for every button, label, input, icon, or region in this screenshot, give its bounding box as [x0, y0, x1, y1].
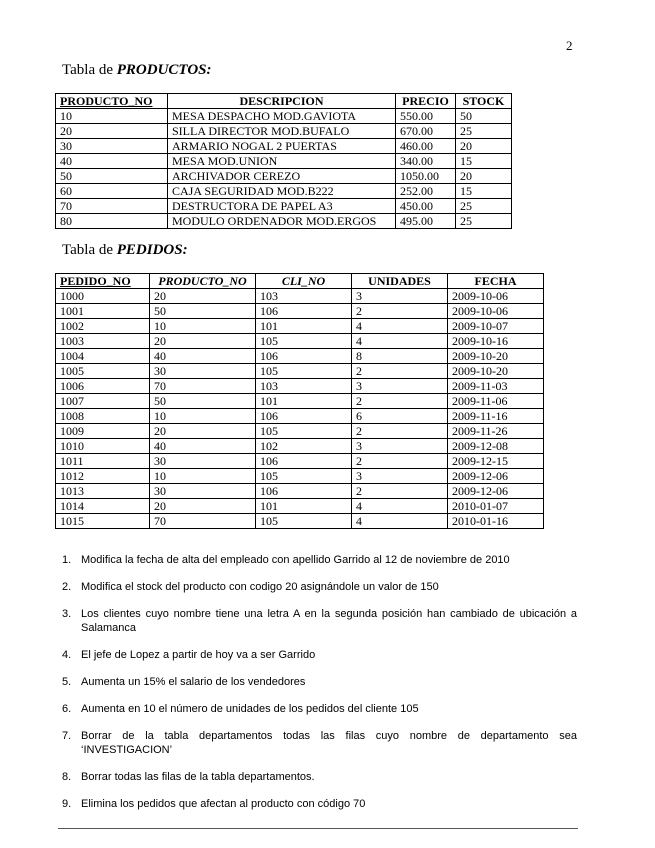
list-item [62, 553, 577, 567]
table-row [56, 289, 544, 304]
table-cell-pedido-no: 1001 [56, 304, 150, 319]
table-cell-unidades: 6 [352, 409, 448, 424]
productos-title-prefix: Tabla de [62, 62, 117, 78]
table-cell-precio: 550.00 [396, 109, 456, 124]
table-cell-fecha: 2009-12-15 [448, 454, 544, 469]
table-cell-cli-no: 106 [256, 409, 352, 424]
table-cell-producto-no: 80 [56, 214, 168, 229]
table-cell-producto-no: 20 [150, 499, 256, 514]
table-row [56, 169, 512, 184]
table-cell-pedido-no: 1014 [56, 499, 150, 514]
table-cell-pedido-no: 1000 [56, 289, 150, 304]
table-cell-unidades: 4 [352, 319, 448, 334]
col-header-unidades: UNIDADES [352, 274, 448, 289]
table-cell-unidades: 3 [352, 379, 448, 394]
pedidos-title [62, 242, 188, 259]
list-item-text: Borrar de la tabla departamentos todas las filas cuyo nombre de departamento sea ‘INVESTIGACION’ [81, 730, 577, 756]
table-cell-cli-no: 105 [256, 424, 352, 439]
col-header-pedido-no: PEDIDO_NO [56, 274, 150, 289]
table-cell-producto-no: 20 [150, 424, 256, 439]
table-cell-unidades: 2 [352, 484, 448, 499]
table-cell-stock: 15 [456, 154, 512, 169]
list-item-text: El jefe de Lopez a partir de hoy va a ser Garrido [81, 649, 316, 661]
table-cell-unidades: 4 [352, 334, 448, 349]
table-cell-precio: 252.00 [396, 184, 456, 199]
table-cell-descripcion: MESA DESPACHO MOD.GAVIOTA [168, 109, 396, 124]
table-cell-cli-no: 105 [256, 514, 352, 529]
table-cell-descripcion: CAJA SEGURIDAD MOD.B222 [168, 184, 396, 199]
list-item [62, 607, 577, 635]
table-cell-producto-no: 30 [150, 454, 256, 469]
table-cell-cli-no: 103 [256, 289, 352, 304]
table-cell-fecha: 2009-10-06 [448, 304, 544, 319]
list-item-text: Aumenta un 15% el salario de los vendedores [81, 676, 306, 688]
table-cell-unidades: 3 [352, 289, 448, 304]
table-cell-fecha: 2009-11-06 [448, 394, 544, 409]
list-item-number: 7. [62, 730, 72, 742]
table-cell-precio: 495.00 [396, 214, 456, 229]
footer-divider [58, 828, 578, 829]
table-cell-unidades: 2 [352, 454, 448, 469]
table-cell-cli-no: 101 [256, 394, 352, 409]
table-row [56, 484, 544, 499]
list-item-text: Modifica la fecha de alta del empleado con apellido Garrido al 12 de noviembre de 2010 [81, 554, 510, 566]
list-item [62, 797, 577, 811]
table-cell-pedido-no: 1008 [56, 409, 150, 424]
list-item-number: 8. [62, 771, 72, 783]
table-cell-cli-no: 106 [256, 349, 352, 364]
table-cell-cli-no: 105 [256, 364, 352, 379]
list-item-number: 9. [62, 798, 72, 810]
table-cell-precio: 460.00 [396, 139, 456, 154]
table-cell-fecha: 2010-01-07 [448, 499, 544, 514]
table-cell-producto-no: 50 [56, 169, 168, 184]
table-cell-stock: 20 [456, 169, 512, 184]
table-cell-stock: 25 [456, 214, 512, 229]
table-row [56, 394, 544, 409]
table-row [56, 379, 544, 394]
table-cell-pedido-no: 1013 [56, 484, 150, 499]
table-row [56, 424, 544, 439]
table-cell-producto-no: 10 [150, 319, 256, 334]
table-cell-cli-no: 105 [256, 469, 352, 484]
table-cell-pedido-no: 1007 [56, 394, 150, 409]
table-cell-producto-no: 20 [56, 124, 168, 139]
page-number: 2 [566, 38, 573, 53]
table-cell-unidades: 2 [352, 424, 448, 439]
table-cell-producto-no: 10 [150, 409, 256, 424]
table-cell-pedido-no: 1006 [56, 379, 150, 394]
table-cell-fecha: 2010-01-16 [448, 514, 544, 529]
table-cell-unidades: 4 [352, 499, 448, 514]
list-item [62, 580, 577, 594]
col-header-precio: PRECIO [396, 94, 456, 109]
table-cell-stock: 20 [456, 139, 512, 154]
table-cell-producto-no: 30 [56, 139, 168, 154]
table-row [56, 154, 512, 169]
table-row [56, 109, 512, 124]
table-cell-cli-no: 105 [256, 334, 352, 349]
pedidos-title-name: PEDIDOS: [116, 242, 188, 258]
table-cell-fecha: 2009-10-20 [448, 349, 544, 364]
table-row [56, 409, 544, 424]
table-row [56, 214, 512, 229]
table-cell-producto-no: 70 [56, 199, 168, 214]
productos-title-name: PRODUCTOS: [116, 62, 212, 78]
table-row [56, 469, 544, 484]
table-cell-cli-no: 101 [256, 499, 352, 514]
table-cell-fecha: 2009-12-08 [448, 439, 544, 454]
table-cell-cli-no: 106 [256, 304, 352, 319]
table-row [56, 454, 544, 469]
pedidos-header-row [56, 274, 544, 289]
table-cell-unidades: 4 [352, 514, 448, 529]
table-cell-descripcion: DESTRUCTORA DE PAPEL A3 [168, 199, 396, 214]
table-row [56, 139, 512, 154]
table-cell-fecha: 2009-10-20 [448, 364, 544, 379]
table-row [56, 199, 512, 214]
table-cell-fecha: 2009-10-06 [448, 289, 544, 304]
col-header-descripcion: DESCRIPCION [168, 94, 396, 109]
table-cell-descripcion: MODULO ORDENADOR MOD.ERGOS [168, 214, 396, 229]
list-item-text: Elimina los pedidos que afectan al producto con código 70 [81, 798, 366, 810]
table-cell-pedido-no: 1005 [56, 364, 150, 379]
table-row [56, 364, 544, 379]
table-cell-producto-no: 10 [56, 109, 168, 124]
table-cell-descripcion: ARMARIO NOGAL 2 PUERTAS [168, 139, 396, 154]
list-item-text: Borrar todas las filas de la tabla departamentos. [81, 771, 315, 783]
table-row [56, 349, 544, 364]
table-cell-fecha: 2009-11-26 [448, 424, 544, 439]
productos-title [62, 62, 212, 79]
table-row [56, 184, 512, 199]
table-cell-fecha: 2009-11-03 [448, 379, 544, 394]
table-cell-cli-no: 101 [256, 319, 352, 334]
table-cell-producto-no: 20 [150, 334, 256, 349]
table-cell-fecha: 2009-12-06 [448, 484, 544, 499]
table-cell-producto-no: 70 [150, 379, 256, 394]
table-cell-unidades: 8 [352, 349, 448, 364]
table-cell-precio: 670.00 [396, 124, 456, 139]
list-item-number: 2. [62, 581, 72, 593]
list-item-number: 6. [62, 703, 72, 715]
task-list [62, 553, 577, 824]
pedidos-table [55, 273, 544, 529]
col-header-cli-no: CLI_NO [256, 274, 352, 289]
table-cell-precio: 340.00 [396, 154, 456, 169]
pedidos-title-prefix: Tabla de [62, 242, 117, 258]
table-cell-unidades: 3 [352, 469, 448, 484]
table-cell-descripcion: ARCHIVADOR CEREZO [168, 169, 396, 184]
table-cell-stock: 15 [456, 184, 512, 199]
list-item-number: 3. [62, 608, 72, 620]
col-header-stock: STOCK [456, 94, 512, 109]
table-cell-fecha: 2009-11-16 [448, 409, 544, 424]
table-cell-producto-no: 10 [150, 469, 256, 484]
table-cell-unidades: 2 [352, 364, 448, 379]
list-item [62, 702, 577, 716]
table-cell-cli-no: 102 [256, 439, 352, 454]
table-cell-pedido-no: 1012 [56, 469, 150, 484]
table-cell-stock: 50 [456, 109, 512, 124]
table-cell-producto-no: 60 [56, 184, 168, 199]
table-cell-stock: 25 [456, 124, 512, 139]
table-cell-fecha: 2009-10-07 [448, 319, 544, 334]
table-row [56, 439, 544, 454]
list-item [62, 729, 577, 757]
table-row [56, 124, 512, 139]
table-cell-cli-no: 106 [256, 454, 352, 469]
table-cell-pedido-no: 1009 [56, 424, 150, 439]
col-header-producto-no: PRODUCTO_NO [150, 274, 256, 289]
list-item-text: Los clientes cuyo nombre tiene una letra A en la segunda posición han cambiado de ubicación a Salamanca [81, 608, 577, 634]
list-item-number: 1. [62, 554, 72, 566]
col-header-fecha: FECHA [448, 274, 544, 289]
table-cell-producto-no: 40 [150, 349, 256, 364]
table-row [56, 319, 544, 334]
table-cell-precio: 450.00 [396, 199, 456, 214]
table-row [56, 499, 544, 514]
table-cell-producto-no: 20 [150, 289, 256, 304]
table-cell-pedido-no: 1004 [56, 349, 150, 364]
table-cell-descripcion: MESA MOD.UNION [168, 154, 396, 169]
table-cell-pedido-no: 1010 [56, 439, 150, 454]
table-cell-pedido-no: 1003 [56, 334, 150, 349]
table-cell-cli-no: 106 [256, 484, 352, 499]
table-cell-unidades: 3 [352, 439, 448, 454]
table-row [56, 334, 544, 349]
col-header-producto-no: PRODUCTO_NO [56, 94, 168, 109]
table-cell-producto-no: 40 [56, 154, 168, 169]
list-item [62, 648, 577, 662]
list-item-text: Modifica el stock del producto con codigo 20 asignándole un valor de 150 [81, 581, 439, 593]
table-cell-producto-no: 50 [150, 394, 256, 409]
list-item-text: Aumenta en 10 el número de unidades de los pedidos del cliente 105 [81, 703, 419, 715]
table-cell-producto-no: 30 [150, 364, 256, 379]
table-row [56, 514, 544, 529]
table-cell-producto-no: 40 [150, 439, 256, 454]
table-cell-producto-no: 30 [150, 484, 256, 499]
list-item-number: 4. [62, 649, 72, 661]
table-row [56, 304, 544, 319]
table-cell-precio: 1050.00 [396, 169, 456, 184]
table-cell-descripcion: SILLA DIRECTOR MOD.BUFALO [168, 124, 396, 139]
table-cell-unidades: 2 [352, 304, 448, 319]
table-cell-fecha: 2009-10-16 [448, 334, 544, 349]
list-item-number: 5. [62, 676, 72, 688]
table-cell-producto-no: 50 [150, 304, 256, 319]
productos-table [55, 93, 512, 229]
list-item [62, 770, 577, 784]
productos-header-row [56, 94, 512, 109]
table-cell-cli-no: 103 [256, 379, 352, 394]
table-cell-pedido-no: 1015 [56, 514, 150, 529]
table-cell-stock: 25 [456, 199, 512, 214]
table-cell-fecha: 2009-12-06 [448, 469, 544, 484]
table-cell-pedido-no: 1002 [56, 319, 150, 334]
list-item [62, 675, 577, 689]
table-cell-unidades: 2 [352, 394, 448, 409]
table-cell-producto-no: 70 [150, 514, 256, 529]
table-cell-pedido-no: 1011 [56, 454, 150, 469]
